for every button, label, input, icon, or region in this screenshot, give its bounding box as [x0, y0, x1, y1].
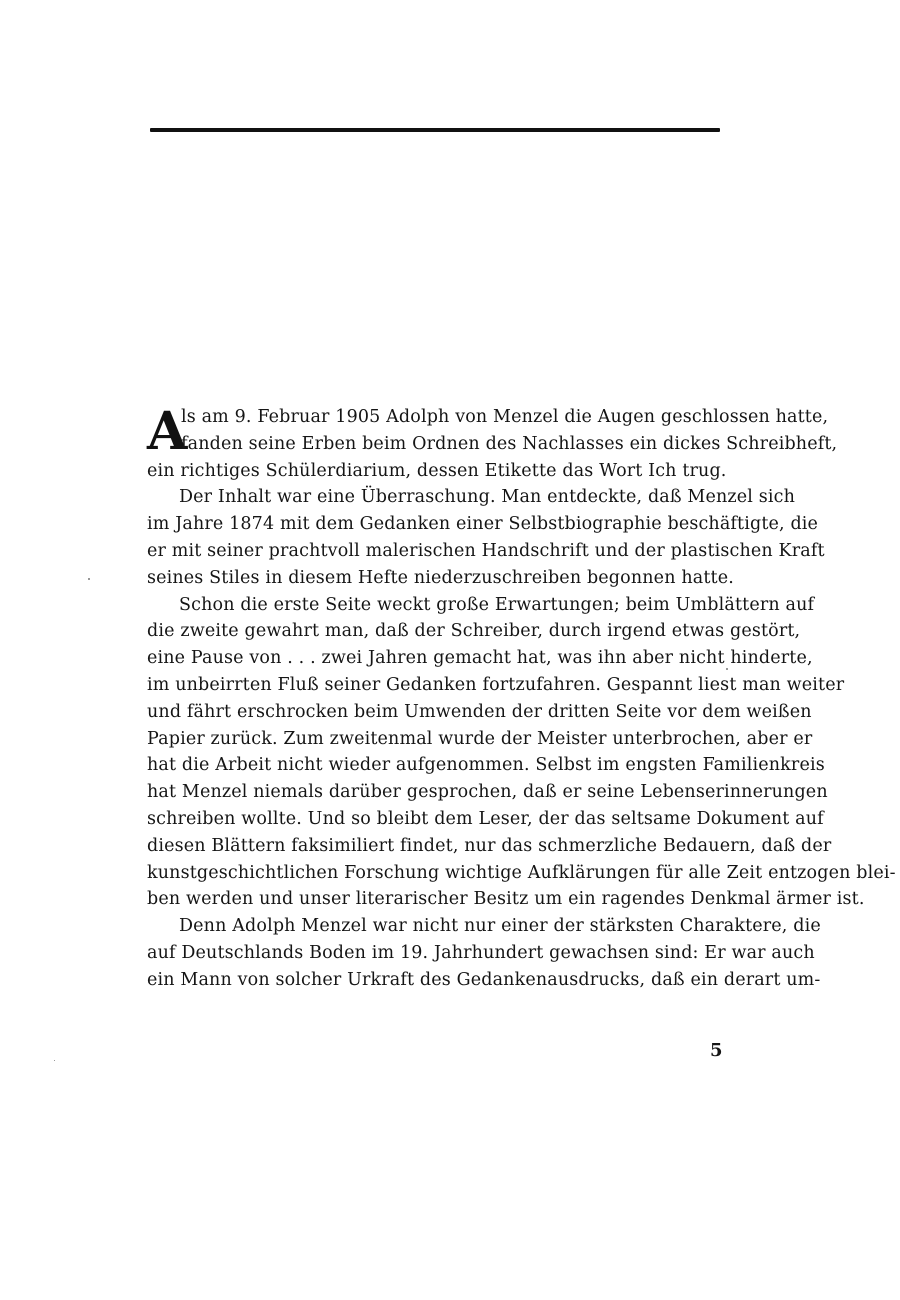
text-line: hat die Arbeit nicht wieder aufgenommen. Selbst im engsten Familienkreis	[147, 755, 825, 776]
text-line: Denn Adolph Menzel war nicht nur einer der stärksten Charaktere, die	[179, 916, 821, 937]
text-line: diesen Blättern faksimiliert findet, nur das schmerzliche Bedauern, daß der	[147, 835, 832, 856]
drop-cap: A	[147, 401, 188, 462]
text-line: kunstgeschichtlichen Forschung wichtige Aufklärungen für alle Zeit entzogen blei-	[147, 862, 896, 883]
text-line: auf Deutschlands Boden im 19. Jahrhundert gewachsen sind: Er war auch	[147, 942, 815, 963]
paper-speck	[54, 1060, 55, 1061]
text-line: Papier zurück. Zum zweitenmal wurde der Meister unterbrochen, aber er	[147, 728, 813, 749]
text-line: ein richtiges Schülerdiarium, dessen Etikette das Wort Ich trug.	[147, 460, 727, 481]
text-line: im Jahre 1874 mit dem Gedanken einer Selbstbiographie beschäftigte, die	[147, 514, 819, 535]
page-number: 5	[710, 1040, 723, 1061]
text-line: ein Mann von solcher Urkraft des Gedankenausdrucks, daß ein derart um-	[147, 969, 821, 990]
text-line: im unbeirrten Fluß seiner Gedanken fortzufahren. Gespannt liest man weiter	[147, 674, 845, 695]
text-line: ls am 9. Februar 1905 Adolph von Menzel die Augen geschlossen hatte,	[181, 407, 829, 427]
text-line: ben werden und unser literarischer Besitz um ein ragendes Denkmal ärmer ist.	[147, 889, 865, 910]
body-text	[147, 401, 896, 994]
text-line: Schon die erste Seite weckt große Erwartungen; beim Umblättern auf	[179, 594, 815, 615]
text-line: und fährt erschrocken beim Umwenden der dritten Seite vor dem weißen	[147, 701, 812, 722]
text-line: Der Inhalt war eine Überraschung. Man entdeckte, daß Menzel sich	[179, 487, 796, 508]
text-line: schreiben wollte. Und so bleibt dem Leser, der das seltsame Dokument auf	[147, 808, 824, 829]
header-rule	[150, 128, 720, 132]
text-line: er mit seiner prachtvoll malerischen Handschrift und der plastischen Kraft	[147, 540, 825, 561]
text-line: fanden seine Erben beim Ordnen des Nachlasses ein dickes Schreibheft,	[181, 433, 838, 454]
paper-speck	[88, 578, 90, 580]
text-line: hat Menzel niemals darüber gesprochen, daß er seine Lebenserinnerungen	[147, 782, 828, 803]
paper-speck	[726, 668, 728, 670]
text-line: eine Pause von . . . zwei Jahren gemacht hat, was ihn aber nicht hinderte,	[147, 648, 813, 669]
text-line: die zweite gewahrt man, daß der Schreiber, durch irgend etwas gestört,	[147, 621, 801, 642]
text-line: seines Stiles in diesem Hefte niederzuschreiben begonnen hatte.	[147, 567, 734, 588]
